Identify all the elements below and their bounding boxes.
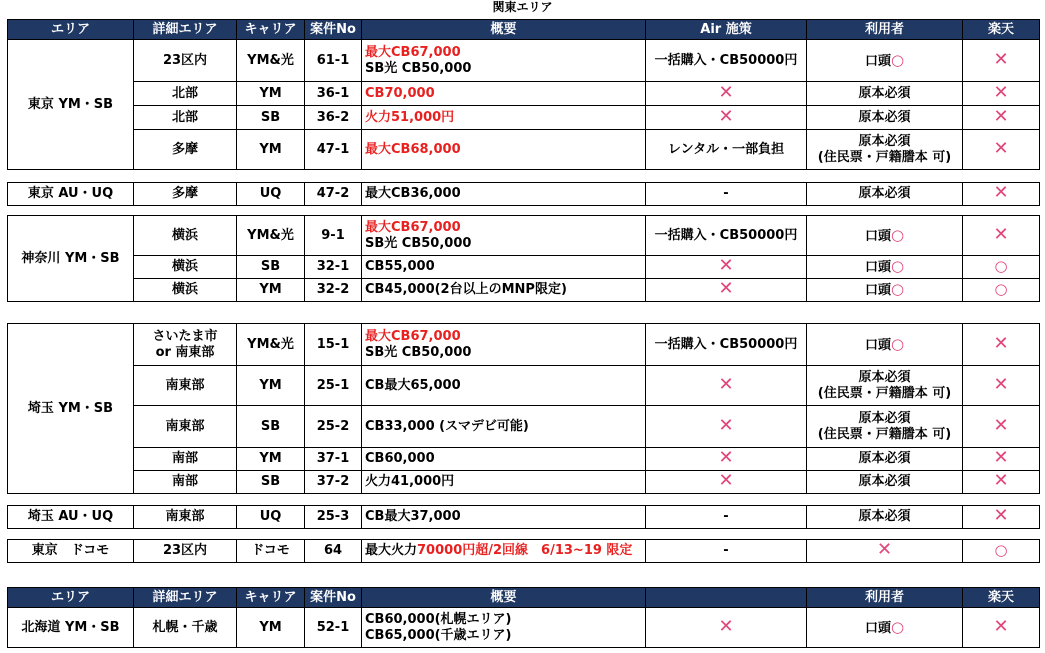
air-cell <box>646 471 807 494</box>
rakuten-cell <box>963 130 1040 170</box>
cross-icon: ✕ <box>993 414 1009 436</box>
detail-cell: 南東部 <box>134 406 237 448</box>
cross-icon: ✕ <box>993 137 1009 159</box>
summary-cell: 最大CB67,000 SB光 CB50,000 <box>362 324 646 366</box>
page-title: 関東エリア <box>492 0 553 14</box>
table-row <box>8 216 1040 256</box>
area-cell: 東京 AU・UQ <box>8 183 134 206</box>
area-cell: 神奈川 YM・SB <box>8 216 134 302</box>
air-cell <box>646 82 807 106</box>
carrier-cell: YM&光 <box>237 40 305 82</box>
summary-cell: CB55,000 <box>362 256 646 279</box>
header-user: 利用者 <box>807 588 963 608</box>
cross-icon: ✕ <box>718 470 734 491</box>
case-no-cell: 36-2 <box>305 106 362 130</box>
rakuten-cell <box>963 608 1040 648</box>
case-no-cell: 15-1 <box>305 324 362 366</box>
table-row <box>8 82 1040 106</box>
cross-icon: ✕ <box>993 48 1009 70</box>
table-row <box>8 406 1040 448</box>
detail-cell: 横浜 <box>134 216 237 256</box>
air-cell <box>646 279 807 302</box>
case-no-cell: 25-2 <box>305 406 362 448</box>
header-detail-area: 詳細エリア <box>134 588 237 608</box>
user-cell <box>807 540 963 563</box>
user-cell: 原本必須 <box>807 506 963 529</box>
summary-cell: 最大CB67,000 SB光 CB50,000 <box>362 40 646 82</box>
circle-icon: ○ <box>890 50 905 69</box>
header-case-no: 案件No <box>305 20 362 40</box>
detail-cell: さいたま市 or 南東部 <box>134 324 237 366</box>
circle-icon: ○ <box>890 617 905 636</box>
table-row <box>8 471 1040 494</box>
user-cell: 原本必須 <box>807 82 963 106</box>
header-rakuten: 楽天 <box>963 20 1040 40</box>
rakuten-cell <box>963 216 1040 256</box>
table-row <box>8 506 1040 529</box>
rakuten-cell <box>963 82 1040 106</box>
carrier-cell: YM <box>237 366 305 406</box>
cross-icon: ✕ <box>993 223 1009 245</box>
area-cell: 埼玉 AU・UQ <box>8 506 134 529</box>
case-no-cell: 25-3 <box>305 506 362 529</box>
case-no-cell: 9-1 <box>305 216 362 256</box>
rakuten-cell <box>963 40 1040 82</box>
header-area: エリア <box>8 20 134 40</box>
carrier-cell: SB <box>237 406 305 448</box>
header-air: Air 施策 <box>646 20 807 40</box>
summary-cell: 最大CB67,000 SB光 CB50,000 <box>362 216 646 256</box>
area-cell: 北海道 YM・SB <box>8 608 134 648</box>
header-area: エリア <box>8 588 134 608</box>
table-row <box>8 130 1040 170</box>
rakuten-cell <box>963 540 1040 563</box>
cross-icon: ✕ <box>718 414 734 436</box>
rakuten-cell <box>963 506 1040 529</box>
cross-icon: ✕ <box>993 332 1009 354</box>
header-carrier: キャリア <box>237 20 305 40</box>
cross-icon: ✕ <box>993 615 1009 637</box>
cross-icon: ✕ <box>718 105 734 127</box>
detail-cell: 23区内 <box>134 40 237 82</box>
table-row <box>8 40 1040 82</box>
circle-icon: ○ <box>994 541 1008 559</box>
air-cell <box>646 366 807 406</box>
air-cell: - <box>646 506 807 529</box>
rakuten-cell <box>963 256 1040 279</box>
detail-cell: 北部 <box>134 106 237 130</box>
carrier-cell: YM <box>237 448 305 471</box>
area-cell: 東京 ドコモ <box>8 540 134 563</box>
user-cell: 原本必須 (住民票・戸籍謄本 可) <box>807 130 963 170</box>
detail-cell: 横浜 <box>134 279 237 302</box>
case-no-cell: 52-1 <box>305 608 362 648</box>
summary-cell: 火力51,000円 <box>362 106 646 130</box>
case-no-cell: 47-2 <box>305 183 362 206</box>
table-row <box>8 608 1040 648</box>
detail-cell: 北部 <box>134 82 237 106</box>
table-row <box>8 540 1040 563</box>
detail-cell: 23区内 <box>134 540 237 563</box>
rakuten-cell <box>963 324 1040 366</box>
case-no-cell: 36-1 <box>305 82 362 106</box>
detail-cell: 南部 <box>134 448 237 471</box>
cross-icon: ✕ <box>718 373 734 395</box>
cross-icon: ✕ <box>718 255 734 276</box>
user-cell: 原本必須 (住民票・戸籍謄本 可) <box>807 406 963 448</box>
summary-cell: CB60,000(札幌エリア) CB65,000(千歳エリア) <box>362 608 646 648</box>
carrier-cell: YM <box>237 279 305 302</box>
user-cell: 原本必須 <box>807 183 963 206</box>
rakuten-cell <box>963 471 1040 494</box>
air-cell <box>646 406 807 448</box>
tokyo-docomo-table <box>7 539 1040 563</box>
cross-icon: ✕ <box>993 182 1009 203</box>
saitama-au-table <box>7 505 1040 529</box>
saitama-table <box>7 323 1040 494</box>
summary-cell: 最大火力70000円超/2回線 6/13~19 限定 <box>362 540 646 563</box>
cross-icon: ✕ <box>876 539 893 560</box>
cross-icon: ✕ <box>993 105 1009 127</box>
circle-icon: ○ <box>890 257 905 275</box>
air-cell: 一括購入・CB50000円 <box>646 324 807 366</box>
carrier-cell: YM <box>237 130 305 170</box>
header-carrier: キャリア <box>237 588 305 608</box>
summary-cell: CB33,000 (スマデビ可能) <box>362 406 646 448</box>
carrier-cell: SB <box>237 106 305 130</box>
user-cell: 口頭○ <box>807 324 963 366</box>
air-cell: 一括購入・CB50000円 <box>646 40 807 82</box>
case-no-cell: 32-1 <box>305 256 362 279</box>
rakuten-cell <box>963 183 1040 206</box>
air-cell <box>646 256 807 279</box>
user-cell: 口頭○ <box>807 279 963 302</box>
circle-icon: ○ <box>890 280 905 298</box>
carrier-cell: SB <box>237 471 305 494</box>
carrier-cell: YM&光 <box>237 324 305 366</box>
case-no-cell: 47-1 <box>305 130 362 170</box>
circle-icon: ○ <box>890 225 905 244</box>
summary-cell: CB45,000(2台以上のMNP限定) <box>362 279 646 302</box>
case-no-cell: 32-2 <box>305 279 362 302</box>
cross-icon: ✕ <box>993 447 1009 468</box>
user-cell: 原本必須 <box>807 471 963 494</box>
table-row <box>8 256 1040 279</box>
table-row <box>8 448 1040 471</box>
circle-icon: ○ <box>890 334 905 353</box>
cross-icon: ✕ <box>993 505 1009 526</box>
user-cell: 口頭○ <box>807 256 963 279</box>
case-no-cell: 64 <box>305 540 362 563</box>
air-cell: 一括購入・CB50000円 <box>646 216 807 256</box>
rakuten-cell <box>963 366 1040 406</box>
circle-icon: ○ <box>994 257 1008 275</box>
header-user: 利用者 <box>807 20 963 40</box>
carrier-cell: ドコモ <box>237 540 305 563</box>
header-detail-area: 詳細エリア <box>134 20 237 40</box>
summary-cell: 最大CB36,000 <box>362 183 646 206</box>
air-cell <box>646 608 807 648</box>
table-row <box>8 279 1040 302</box>
user-cell: 口頭○ <box>807 216 963 256</box>
cross-icon: ✕ <box>718 447 734 468</box>
table-row <box>8 106 1040 130</box>
detail-cell: 南東部 <box>134 506 237 529</box>
cross-icon: ✕ <box>993 373 1009 395</box>
rakuten-cell <box>963 448 1040 471</box>
air-cell: - <box>646 183 807 206</box>
table-row <box>8 366 1040 406</box>
case-no-cell: 37-2 <box>305 471 362 494</box>
summary-cell: CB70,000 <box>362 82 646 106</box>
header-row <box>8 20 1040 40</box>
case-no-cell: 25-1 <box>305 366 362 406</box>
case-no-cell: 61-1 <box>305 40 362 82</box>
carrier-cell: YM&光 <box>237 216 305 256</box>
header-summary: 概要 <box>362 588 646 608</box>
summary-cell: CB60,000 <box>362 448 646 471</box>
air-cell: - <box>646 540 807 563</box>
user-cell: 原本必須 <box>807 106 963 130</box>
case-no-cell: 37-1 <box>305 448 362 471</box>
summary-cell: 火力41,000円 <box>362 471 646 494</box>
carrier-cell: UQ <box>237 183 305 206</box>
rakuten-cell <box>963 279 1040 302</box>
user-cell: 口頭○ <box>807 608 963 648</box>
hokkaido-table <box>7 587 1040 648</box>
air-cell <box>646 106 807 130</box>
user-cell: 原本必須 <box>807 448 963 471</box>
circle-icon: ○ <box>994 280 1008 298</box>
cross-icon: ✕ <box>993 81 1009 103</box>
area-cell: 東京 YM・SB <box>8 40 134 170</box>
header-case-no: 案件No <box>305 588 362 608</box>
summary-cell: CB最大37,000 <box>362 506 646 529</box>
carrier-cell: UQ <box>237 506 305 529</box>
kanagawa-table <box>7 215 1040 302</box>
header-rakuten: 楽天 <box>963 588 1040 608</box>
user-cell: 原本必須 (住民票・戸籍謄本 可) <box>807 366 963 406</box>
table-row <box>8 183 1040 206</box>
area-cell: 埼玉 YM・SB <box>8 324 134 494</box>
detail-cell: 多摩 <box>134 183 237 206</box>
header-row <box>8 588 1040 608</box>
table-row <box>8 324 1040 366</box>
detail-cell: 南東部 <box>134 366 237 406</box>
header-summary: 概要 <box>362 20 646 40</box>
detail-cell: 多摩 <box>134 130 237 170</box>
summary-cell: CB最大65,000 <box>362 366 646 406</box>
detail-cell: 札幌・千歳 <box>134 608 237 648</box>
carrier-cell: YM <box>237 82 305 106</box>
rakuten-cell <box>963 406 1040 448</box>
user-cell: 口頭○ <box>807 40 963 82</box>
air-cell <box>646 448 807 471</box>
carrier-cell: YM <box>237 608 305 648</box>
cross-icon: ✕ <box>718 81 734 103</box>
cross-icon: ✕ <box>718 278 734 299</box>
tokyo-au-table <box>7 182 1040 206</box>
kanto-table <box>7 19 1040 170</box>
carrier-cell: SB <box>237 256 305 279</box>
detail-cell: 横浜 <box>134 256 237 279</box>
detail-cell: 南部 <box>134 471 237 494</box>
cross-icon: ✕ <box>718 615 734 637</box>
cross-icon: ✕ <box>993 470 1009 491</box>
rakuten-cell <box>963 106 1040 130</box>
summary-cell: 最大CB68,000 <box>362 130 646 170</box>
header-air-blank <box>646 588 807 608</box>
air-cell: レンタル・一部負担 <box>646 130 807 170</box>
